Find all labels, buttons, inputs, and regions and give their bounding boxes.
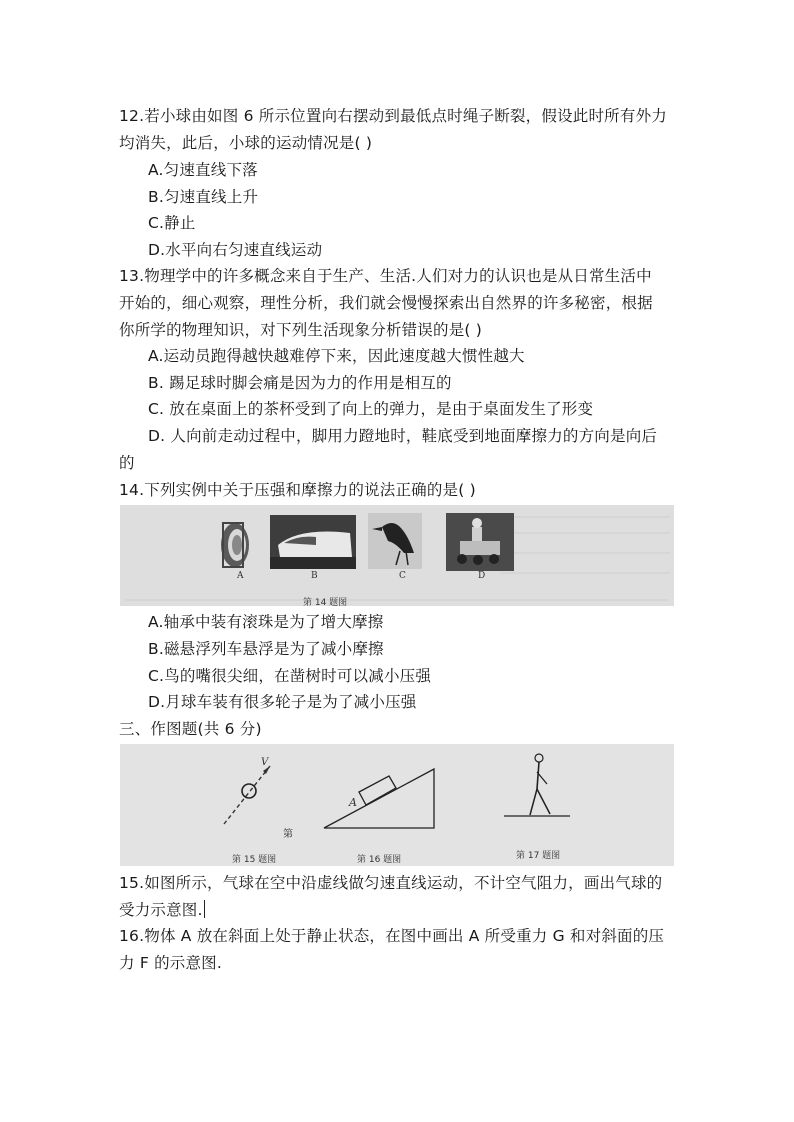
q14-figure-caption: 第 14 题图	[303, 598, 348, 606]
q14-label-c: C	[399, 571, 406, 581]
q13-option-c: C. 放在桌面上的茶杯受到了向上的弹力，是由于桌面发生了形变	[148, 400, 594, 418]
q15-line-1: 15.如图所示，气球在空中沿虚线做匀速直线运动，不计空气阻力，画出气球的	[119, 874, 663, 892]
text-cursor	[204, 900, 205, 918]
q12-line-2: 均消失，此后，小球的运动情况是( )	[119, 134, 373, 152]
maglev-train-image	[270, 515, 356, 569]
q12-line-1: 12.若小球由如图 6 所示位置向右摆动到最低点时绳子断裂，假设此时所有外力	[119, 107, 667, 125]
q14-option-a: A.轴承中装有滚珠是为了增大摩擦	[148, 613, 384, 631]
fig-17-caption: 第 17 题图	[516, 851, 561, 861]
q12-option-b: B.匀速直线上升	[148, 188, 259, 206]
section-3-figure-svg	[120, 744, 674, 866]
q15-line-2-wrap	[119, 897, 205, 923]
bearing-image	[221, 523, 249, 567]
fig-16-caption: 第 16 题图	[357, 855, 402, 865]
q12-option-d: D.水平向右匀速直线运动	[148, 241, 323, 259]
q13-line-3: 你所学的物理知识，对下列生活现象分析错误的是( )	[119, 321, 483, 339]
q12-option-a: A.匀速直线下落	[148, 161, 258, 179]
q14-line-1: 14.下列实例中关于压强和摩擦力的说法正确的是( )	[119, 481, 476, 499]
q13-option-b: B. 踢足球时脚会痛是因为力的作用是相互的	[148, 374, 452, 392]
q13-option-a: A.运动员跑得越快越难停下来，因此速度越大惯性越大	[148, 347, 525, 365]
q13-line-2: 开始的，细心观察，理性分析，我们就会慢慢探索出自然界的许多秘密，根据	[119, 294, 653, 312]
section-3-heading: 三、作图题(共 6 分)	[119, 720, 262, 738]
stray-char: 第	[283, 829, 293, 840]
q16-line-2: 力 F 的示意图.	[119, 954, 222, 972]
q14-option-d: D.月球车装有很多轮子是为了减小压强	[148, 693, 417, 711]
section-3-figure	[120, 744, 674, 866]
q14-figure-svg	[120, 505, 674, 606]
lunar-rover-image	[446, 513, 514, 571]
q14-option-b: B.磁悬浮列车悬浮是为了减小摩擦	[148, 640, 384, 658]
q15-line-2: 受力示意图.	[119, 901, 203, 919]
velocity-label: V	[261, 757, 269, 768]
q16-line-1: 16.物体 A 放在斜面上处于静止状态，在图中画出 A 所受重力 G 和对斜面的压	[119, 927, 665, 945]
q13-line-1: 13.物理学中的许多概念来自于生产、生活.人们对力的认识也是从日常生活中	[119, 267, 652, 285]
q12-option-c: C.静止	[148, 214, 196, 232]
q14-figure	[120, 505, 674, 606]
q13-option-d-wrap: 的	[119, 454, 135, 472]
woodpecker-image	[368, 513, 422, 569]
q14-label-b: B	[311, 571, 318, 581]
q14-label-a: A	[237, 571, 244, 581]
block-a-label: A	[349, 796, 357, 809]
q14-option-c: C.鸟的嘴很尖细，在凿树时可以减小压强	[148, 667, 432, 685]
q13-option-d: D. 人向前走动过程中，脚用力蹬地时，鞋底受到地面摩擦力的方向是向后	[148, 427, 658, 445]
q14-label-d: D	[478, 571, 486, 581]
fig-15-caption: 第 15 题图	[232, 855, 277, 865]
